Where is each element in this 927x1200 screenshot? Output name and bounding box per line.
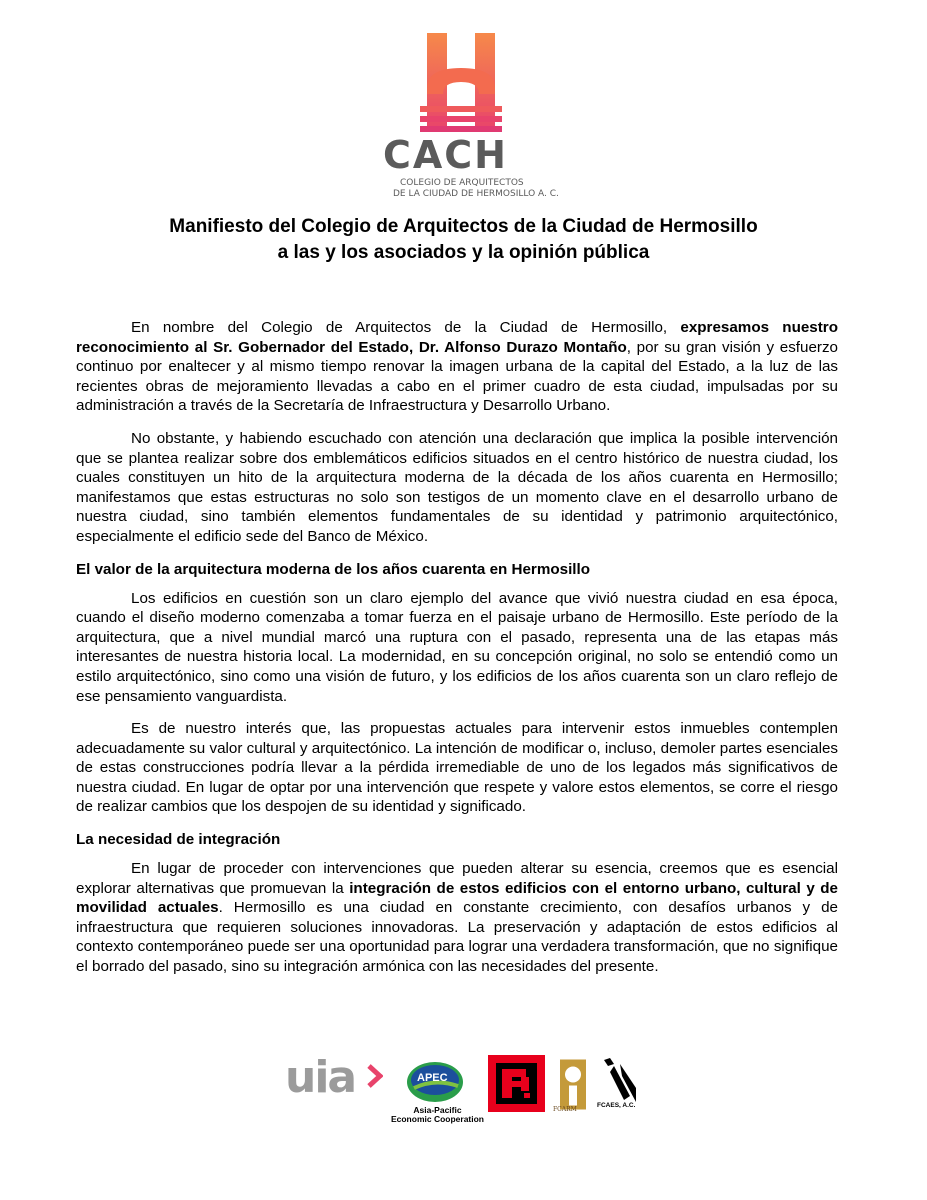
paragraph-1-bold: expresamos nuestro reconocimiento al Sr. Gobernador del Estado, Dr. Alfonso Durazo Montaño [76,319,838,356]
section-heading-1: El valor de la arquitectura moderna de los años cuarenta en Hermosillo [76,560,591,578]
title-line1: Manifiesto del Colegio de Arquitectos de la Ciudad de Hermosillo [169,216,758,237]
title-line2: a las y los asociados y la opinión pública [277,242,650,263]
fcaes-logo-icon [600,1056,640,1106]
cach-logo-subtitle [393,178,559,200]
cach-logo-word: CACH [383,133,508,177]
fcarm-caption: FCARM [553,1106,577,1113]
paragraph-1-text-c: , por su gran visión y esfuerzo continuo por enaltecer y al mismo tiempo renovar la imagen urbana de la capital del Estado, a la luz de las recientes obras de mejoramiento llevadas a cabo en el primer cuadro de esta ciudad, impulsadas por su administración a través de la Secretaría de Infraestructura y Desarrollo Urbano. [76,338,838,415]
cach-h-icon [375,30,545,140]
paragraph-4: Es de nuestro interés que, las propuestas actuales para intervenir estos inmuebles contemplen adecuadamente su valor cultural y arquitectónico. La intención de modificar o, incluso, demoler partes esenciales de estas construcciones podría llevar a la pérdida irremediable de uno de los legados más significativos de nuestra ciudad. En lugar de optar por una intervención que respete y valore estos elementos, se corre el riesgo de realizar cambios que los despojen de su identidad y significado. [76,720,838,816]
apec-logo [390,1060,485,1124]
uia-chevron-icon [367,1064,383,1088]
cach-logo [375,30,559,199]
paragraph-5-bold: integración de estos edificios con el entorno urbano, cultural y de movilidad actuales [76,879,838,917]
partner-logos [285,1050,645,1124]
apec-logo-word: APEC [417,1072,448,1084]
paragraph-1 [76,318,838,416]
fp-mark-icon [488,1055,545,1112]
paragraph-2: No obstante, y habiendo escuchado con atención una declaración que implica la posible intervención que se plantea realizar sobre dos emblemáticos edificios situados en el centro histórico de nuestra ciudad, los cuales constituyen un hito de la arquitectura moderna de la década de los años cuarenta en Hermosillo; manifestamos que estas estructuras no solo son testigos de un momento clave en el desarrollo urbano de nuestra ciudad, sino también elementos fundamentales de su identidad y patrimonio arquitectónico, especialmente el edificio sede del Banco de México. [76,429,838,545]
uia-logo: uia [285,1052,356,1103]
fp-logo [488,1055,545,1112]
apec-caption [390,1106,485,1124]
fcaes-caption: FCAES, A.C. [597,1102,636,1109]
apec-caption-line2: Economic Cooperation [390,1114,485,1124]
paragraph-3: Los edificios en cuestión son un claro ejemplo del avance que vivió nuestra ciudad en esa época, cuando el diseño moderno comenzaba a tomar fuerza en el paisaje urbano de Hermosillo. Este período de la arquitectura, que a nivel mundial marcó una ruptura con el pasado, representa una de las etapas más interesantes de nuestra historia local. La modernidad, en su concepción original, no solo se entendió como un estilo arquitectónico, sino como una visión de futuro, y los edificios de los años cuarenta son un claro reflejo de ese pensamiento vanguardista. [76,589,838,705]
paragraph-5-text-c: . Hermosillo es una ciudad en constante crecimiento, con desafíos urbanos y de infraestructura que requieren soluciones innovadoras. La preservación y adaptación de estos edificios al contexto contemporáneo puede ser una oportunidad para lograr una verdadera transformación, que no signifique el borrado del pasado, sino su integración armónica con las necesidades del presente. [76,899,838,976]
apec-caption-line1: Asia-Pacific [413,1105,462,1115]
paragraph-1-text-a: En nombre del Colegio de Arquitectos de la Ciudad de Hermosillo, [131,319,681,336]
document-body [76,318,838,990]
section-heading-2: La necesidad de integración [76,831,281,849]
cach-logo-subtitle-line1: COLEGIO DE ARQUITECTOS [400,178,524,188]
document-title [60,214,867,266]
paragraph-5-text-a: En lugar de proceder con intervenciones que pueden alterar su esencia, creemos que es esencial explorar alternativas que promuevan la [76,860,838,897]
paragraph-5 [76,859,838,977]
cach-logo-subtitle-line2: DE LA CIUDAD DE HERMOSILLO A. C. [393,189,559,199]
